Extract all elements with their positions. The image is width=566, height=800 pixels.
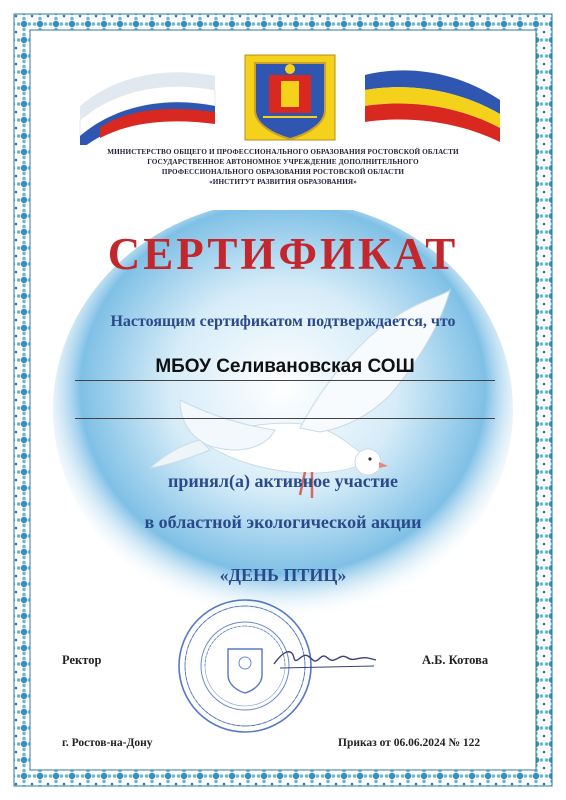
order-reference: Приказ от 06.06.2024 № 122 [338, 737, 481, 749]
signature-icon [270, 642, 380, 676]
rostov-flag-icon [365, 70, 500, 142]
event-description: в областной экологической акции [144, 512, 422, 532]
ministry-line-4: «ИНСТИТУТ РАЗВИТИЯ ОБРАЗОВАНИЯ» [209, 178, 357, 186]
signer-name: А.Б. Котова [422, 653, 489, 667]
russia-flag-icon [80, 72, 215, 145]
coat-of-arms-icon [245, 55, 335, 140]
event-name: «ДЕНЬ ПТИЦ» [219, 565, 347, 585]
flags-banner [75, 50, 505, 145]
city-label: г. Ростов-на-Дону [62, 737, 153, 749]
ministry-line-1: МИНИСТЕРСТВО ОБЩЕГО И ПРОФЕССИОНАЛЬНОГО ОБРАЗОВАНИЯ РОСТОВСКОЙ ОБЛАСТИ [107, 148, 459, 156]
ministry-line-2: ГОСУДАРСТВЕННОЕ АВТОНОМНОЕ УЧРЕЖДЕНИЕ ДОПОЛНИТЕЛЬНОГО [147, 158, 419, 166]
signer-role: Ректор [62, 653, 102, 667]
confirmation-text: Настоящим сертификатом подтверждается, что [110, 313, 456, 330]
ministry-header [60, 147, 506, 187]
recipient-name: МБОУ Селивановская СОШ [155, 356, 415, 377]
certificate-title: СЕРТИФИКАТ [107, 229, 459, 279]
blank-underline [75, 418, 495, 419]
ministry-line-3: ПРОФЕССИОНАЛЬНОГО ОБРАЗОВАНИЯ РОСТОВСКОЙ ОБЛАСТИ [161, 168, 405, 176]
recipient-underline [75, 380, 495, 381]
participation-text: принял(а) активное участие [168, 471, 398, 491]
